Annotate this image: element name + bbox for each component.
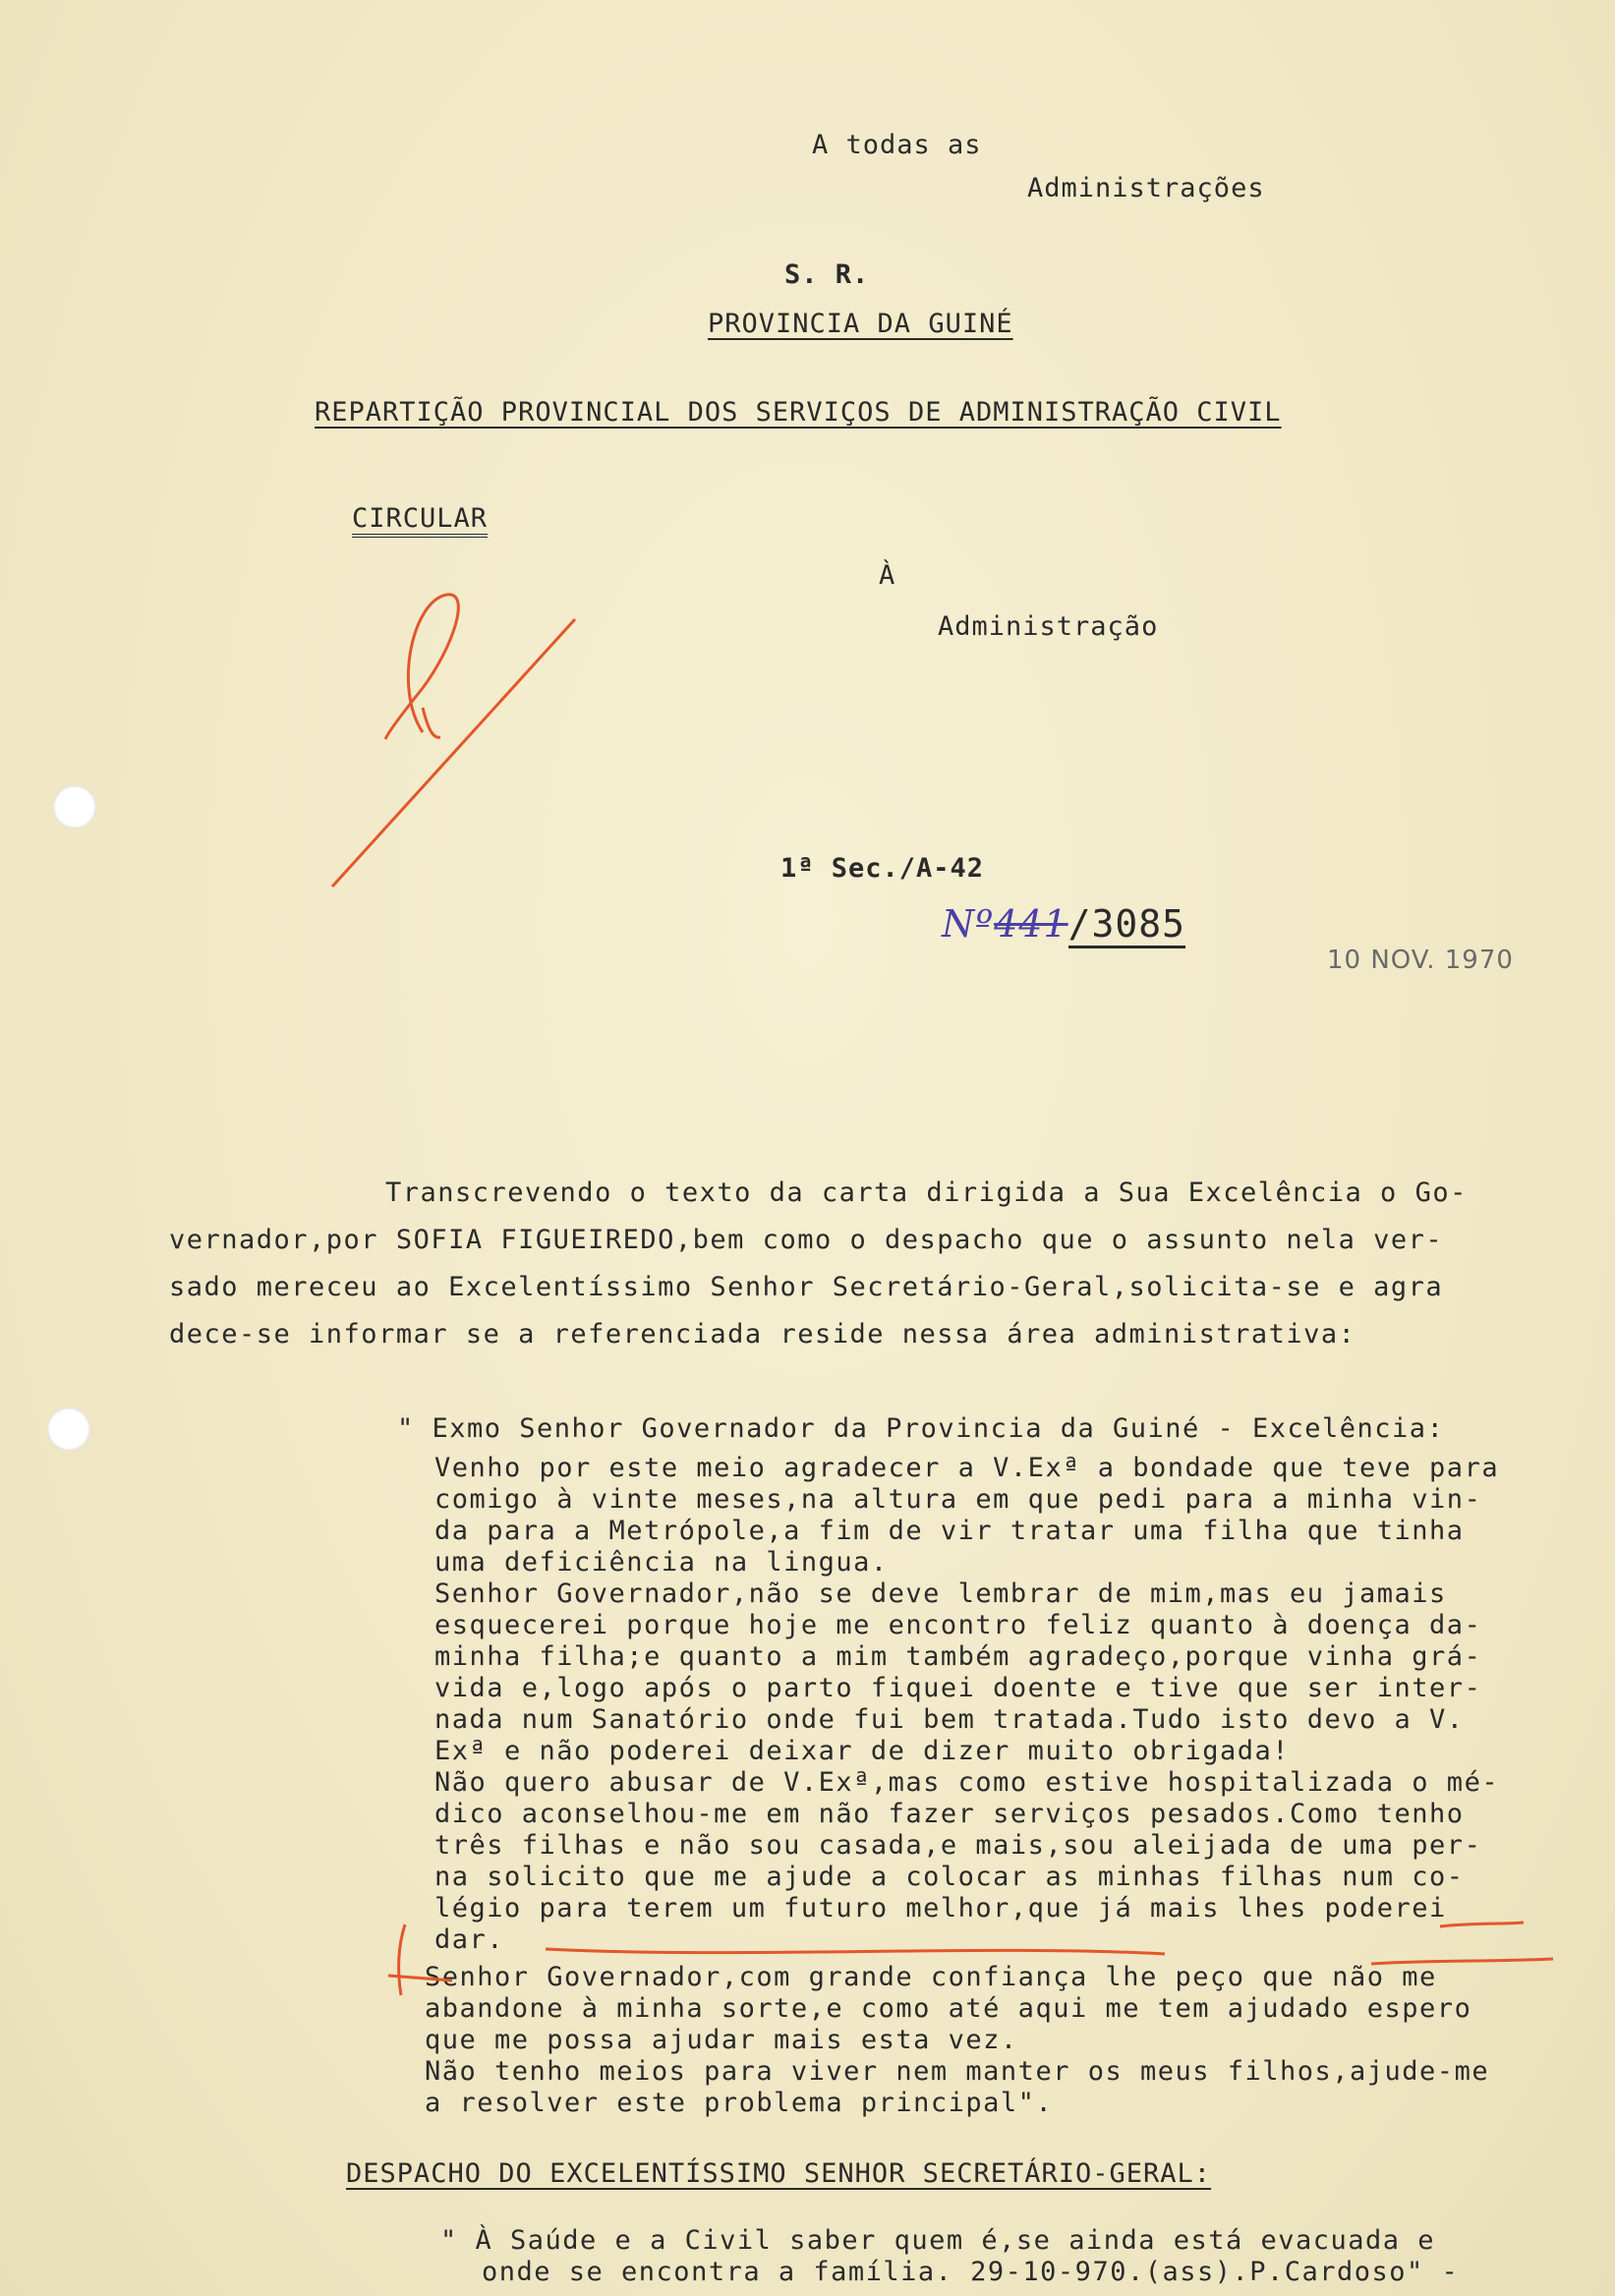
letter-line: esquecerei porque hoje me encontro feliz quanto à doença da- — [434, 1610, 1482, 1640]
intro-line-2: vernador,por SOFIA FIGUEIREDO,bem como o despacho que o assunto nela ver- — [169, 1225, 1444, 1255]
letter-line: da para a Metrópole,a fim de vir tratar uma filha que tinha — [434, 1516, 1465, 1546]
letter-line: Senhor Governador,com grande confiança lhe peço que não me — [425, 1962, 1437, 1992]
dispatch-heading: DESPACHO DO EXCELENTÍSSIMO SENHOR SECRETÁRIO-GERAL: — [346, 2158, 1212, 2189]
department-title: REPARTIÇÃO PROVINCIAL DOS SERVIÇOS DE ADMINISTRAÇÃO CIVIL — [315, 397, 1282, 428]
letter-line: abandone à minha sorte,e como até aqui me tem ajudado espero — [425, 1993, 1472, 2024]
letter-line: Exª e não poderei deixar de dizer muito obrigada! — [434, 1736, 1291, 1766]
red-underline-3 — [1440, 1923, 1524, 1926]
letter-line: Senhor Governador,não se deve lembrar de mim,mas eu jamais — [434, 1578, 1447, 1609]
intro-line-1: Transcrevendo o texto da carta dirigida a Sua Excelência o Go- — [385, 1177, 1468, 1208]
intro-line-3: sado mereceu ao Excelentíssimo Senhor Secretário-Geral,solicita-se e agra — [169, 1272, 1444, 1302]
addressee-line-2: Administrações — [1027, 173, 1265, 203]
number-struck: 441 — [994, 902, 1068, 946]
circular-label: CIRCULAR — [352, 503, 488, 538]
letter-line: uma deficiência na lingua. — [434, 1547, 889, 1578]
letter-line: na solicito que me ajude a colocar as minhas filhas num co- — [434, 1862, 1465, 1892]
letter-line: minha filha;e quanto a mim também agradeço,porque vinha grá- — [434, 1641, 1482, 1672]
letter-line: comigo à vinte meses,na altura em que pedi para a minha vin- — [434, 1484, 1482, 1515]
number-prefix: Nº — [942, 902, 995, 946]
letter-line: que me possa ajudar mais esta vez. — [425, 2025, 1018, 2055]
red-underline-2 — [1371, 1959, 1553, 1964]
dispatch-line-2: onde se encontra a família. 29-10-970.(ass).P.Cardoso" - — [482, 2257, 1460, 2287]
letter-line: Não quero abusar de V.Exª,mas como estive hospitalizada o mé- — [434, 1767, 1500, 1798]
letter-line: dar. — [434, 1924, 505, 1955]
number-value: /3085 — [1068, 902, 1185, 948]
date-stamp: 10 NOV. 1970 — [1327, 946, 1514, 975]
letter-line: Não tenho meios para viver nem manter os meus filhos,ajude-me — [425, 2056, 1490, 2087]
section-reference: 1ª Sec./A-42 — [780, 853, 985, 884]
letter-line: légio para terem um futuro melhor,que já mais lhes poderei — [434, 1893, 1447, 1923]
to-recipient: Administração — [938, 611, 1159, 642]
letter-salutation: " Exmo Senhor Governador da Provincia da Guiné - Excelência: — [397, 1413, 1445, 1444]
intro-line-4: dece-se informar se a referenciada reside nessa área administrativa: — [169, 1319, 1356, 1349]
letter-line: Venho por este meio agradecer a V.Exª a bondade que teve para — [434, 1453, 1500, 1483]
red-slash-mark — [332, 619, 575, 887]
dispatch-line-1: " À Saúde e a Civil saber quem é,se ainda está evacuada e — [440, 2225, 1436, 2256]
letter-line: a resolver este problema principal". — [425, 2088, 1054, 2118]
to-marker: À — [879, 560, 896, 591]
province-title: PROVINCIA DA GUINÉ — [708, 309, 1013, 339]
addressee-line-1: A todas as — [812, 130, 982, 160]
red-margin-bracket — [388, 1924, 452, 1995]
red-initial-mark — [385, 595, 458, 739]
red-underline-1 — [546, 1949, 1165, 1954]
header-initials: S. R. — [784, 259, 870, 290]
letter-line: três filhas e não sou casada,e mais,sou aleijada de uma per- — [434, 1830, 1482, 1861]
letter-line: vida e,logo após o parto fiquei doente e tive que ser inter- — [434, 1673, 1482, 1703]
letter-line: dico aconselhou-me em não fazer serviços pesados.Como tenho — [434, 1799, 1465, 1829]
letter-line: nada num Sanatório onde fui bem tratada.Tudo isto devo a V. — [434, 1704, 1465, 1735]
